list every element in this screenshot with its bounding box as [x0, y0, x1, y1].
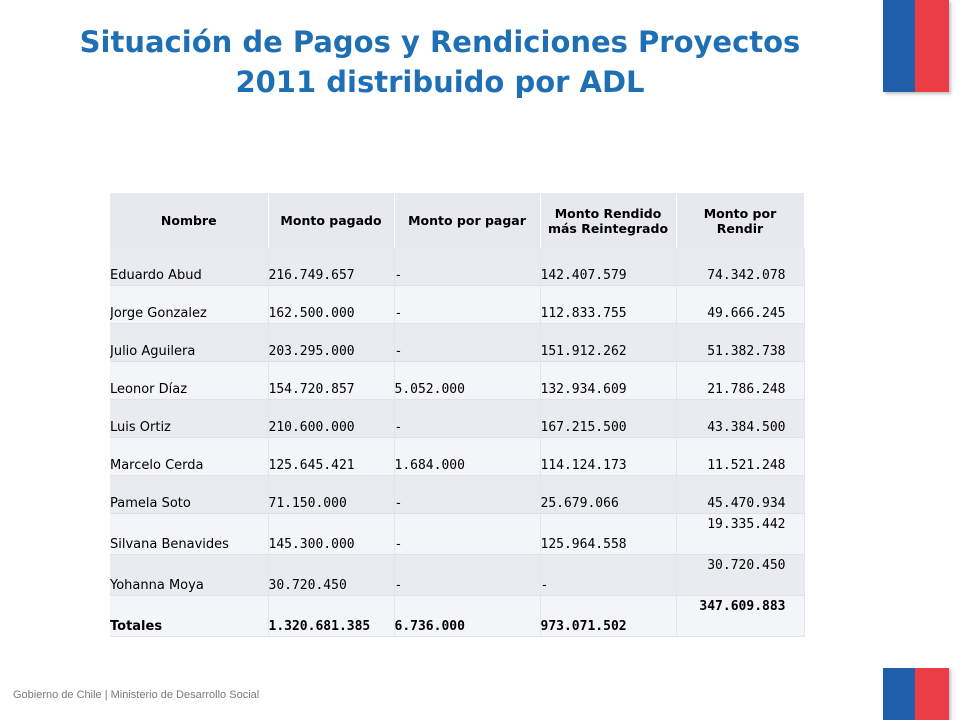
cell-monto-por-rendir: 21.786.248 — [676, 362, 804, 400]
header-monto-pagado: Monto pagado — [268, 193, 394, 248]
cell-nombre: Leonor Díaz — [110, 362, 268, 400]
cell-monto-rendido: 167.215.500 — [540, 400, 676, 438]
total-monto-rendido: 973.071.502 — [540, 596, 676, 637]
cell-monto-por-rendir: 74.342.078 — [676, 248, 804, 286]
cell-nombre: Marcelo Cerda — [110, 438, 268, 476]
chile-flag-logo-top — [883, 0, 949, 92]
cell-nombre: Jorge Gonzalez — [110, 286, 268, 324]
total-monto-por-pagar: 6.736.000 — [394, 596, 540, 637]
cell-monto-por-rendir: 19.335.442 — [676, 514, 804, 555]
table-row — [110, 514, 804, 555]
cell-monto-pagado: 216.749.657 — [268, 248, 394, 286]
cell-monto-por-rendir: 43.384.500 — [676, 400, 804, 438]
cell-nombre: Julio Aguilera — [110, 324, 268, 362]
cell-nombre: Yohanna Moya — [110, 555, 268, 596]
header-nombre: Nombre — [110, 193, 268, 248]
cell-monto-por-rendir: 11.521.248 — [676, 438, 804, 476]
slide-title-line-1: Situación de Pagos y Rendiciones Proyectos — [79, 25, 801, 59]
flag-blue-stripe — [883, 668, 915, 720]
table-row — [110, 476, 804, 514]
cell-nombre: Luis Ortiz — [110, 400, 268, 438]
cell-monto-por-pagar: - — [394, 248, 540, 286]
total-monto-por-rendir: 347.609.883 — [676, 596, 804, 637]
cell-nombre: Eduardo Abud — [110, 248, 268, 286]
cell-monto-pagado: 154.720.857 — [268, 362, 394, 400]
cell-nombre: Pamela Soto — [110, 476, 268, 514]
cell-monto-rendido: 132.934.609 — [540, 362, 676, 400]
cell-monto-pagado: 30.720.450 — [268, 555, 394, 596]
chile-flag-logo-bottom — [883, 668, 949, 720]
cell-monto-pagado: 125.645.421 — [268, 438, 394, 476]
table-row — [110, 248, 804, 286]
cell-monto-rendido: 25.679.066 — [540, 476, 676, 514]
table-row — [110, 555, 804, 596]
cell-monto-por-pagar: - — [394, 400, 540, 438]
table-row — [110, 362, 804, 400]
cell-monto-pagado: 210.600.000 — [268, 400, 394, 438]
cell-monto-por-pagar: - — [394, 324, 540, 362]
cell-monto-por-rendir: 30.720.450 — [676, 555, 804, 596]
cell-monto-por-pagar: - — [394, 555, 540, 596]
table-row — [110, 286, 804, 324]
totals-label: Totales — [110, 596, 268, 637]
header-monto-rendido: Monto Rendido más Reintegrado — [540, 193, 676, 248]
total-monto-pagado: 1.320.681.385 — [268, 596, 394, 637]
cell-monto-por-pagar: - — [394, 286, 540, 324]
cell-nombre: Silvana Benavides — [110, 514, 268, 555]
cell-monto-por-pagar: - — [394, 514, 540, 555]
cell-monto-pagado: 203.295.000 — [268, 324, 394, 362]
cell-monto-pagado: 145.300.000 — [268, 514, 394, 555]
totals-row — [110, 596, 804, 637]
cell-monto-por-rendir: 49.666.245 — [676, 286, 804, 324]
cell-monto-por-pagar: - — [394, 476, 540, 514]
table-row — [110, 438, 804, 476]
table-header-row — [110, 193, 804, 248]
cell-monto-por-pagar: 1.684.000 — [394, 438, 540, 476]
slide-title — [20, 22, 860, 102]
header-monto-por-pagar: Monto por pagar — [394, 193, 540, 248]
cell-monto-rendido: 112.833.755 — [540, 286, 676, 324]
flag-red-stripe — [915, 668, 949, 720]
cell-monto-rendido: 114.124.173 — [540, 438, 676, 476]
cell-monto-rendido: 142.407.579 — [540, 248, 676, 286]
cell-monto-por-rendir: 45.470.934 — [676, 476, 804, 514]
cell-monto-por-pagar: 5.052.000 — [394, 362, 540, 400]
cell-monto-pagado: 71.150.000 — [268, 476, 394, 514]
flag-red-stripe — [915, 0, 949, 92]
flag-blue-stripe — [883, 0, 915, 92]
table-row — [110, 400, 804, 438]
table-row — [110, 324, 804, 362]
cell-monto-rendido: 151.912.262 — [540, 324, 676, 362]
cell-monto-por-rendir: 51.382.738 — [676, 324, 804, 362]
payments-table — [110, 193, 805, 637]
cell-monto-rendido: - — [540, 555, 676, 596]
header-monto-por-rendir: Monto por Rendir — [676, 193, 804, 248]
cell-monto-rendido: 125.964.558 — [540, 514, 676, 555]
footer-text: Gobierno de Chile | Ministerio de Desarrollo Social — [13, 689, 260, 701]
slide-title-line-2: 2011 distribuido por ADL — [235, 65, 645, 99]
cell-monto-pagado: 162.500.000 — [268, 286, 394, 324]
